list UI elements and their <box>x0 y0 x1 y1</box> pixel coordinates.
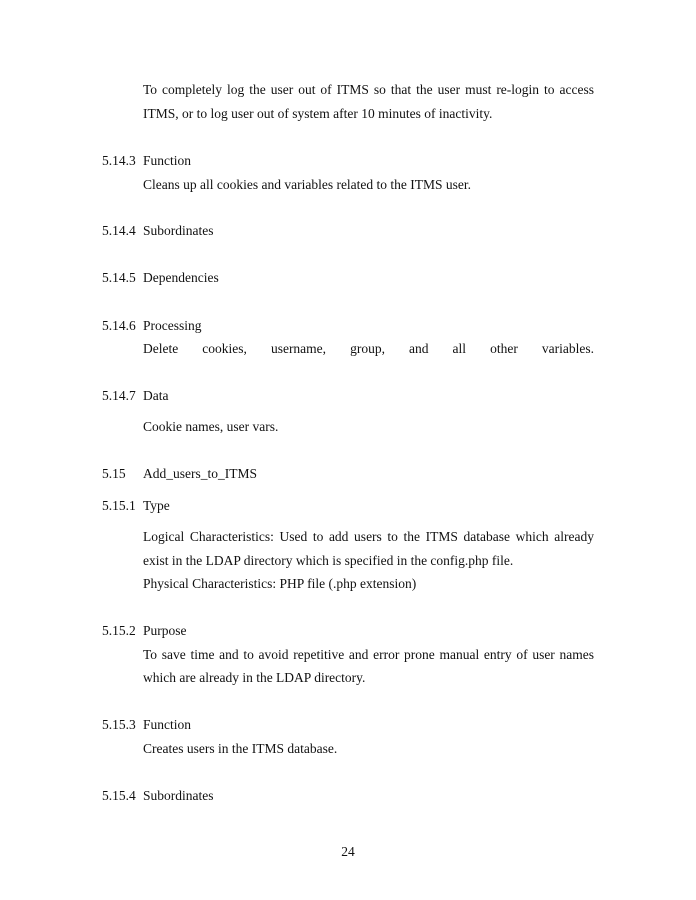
intro-paragraph-line-1: To completely log the user out of ITMS so that the user must re-login to access <box>143 82 594 97</box>
section-body-purpose-line-1: To save time and to avoid repetitive and error prone manual entry of user names <box>143 647 594 662</box>
section-number-5-14-3: 5.14.3 <box>102 153 136 168</box>
section-number-5-14-6: 5.14.6 <box>102 318 136 333</box>
section-body-function-2: Creates users in the ITMS database. <box>143 741 338 756</box>
section-number-5-15-3: 5.15.3 <box>102 717 136 732</box>
section-body-type-line-2: exist in the LDAP directory which is specified in the config.php file. <box>143 553 514 568</box>
section-title-dependencies: Dependencies <box>143 270 219 285</box>
section-title-add-users-to-itms: Add_users_to_ITMS <box>143 466 257 481</box>
section-title-purpose: Purpose <box>143 623 187 638</box>
section-title-subordinates-2: Subordinates <box>143 788 214 803</box>
intro-paragraph-line-2: ITMS, or to log user out of system after 10 minutes of inactivity. <box>143 106 493 121</box>
section-number-5-14-5: 5.14.5 <box>102 270 136 285</box>
section-title-function: Function <box>143 153 192 168</box>
section-title-type: Type <box>143 498 170 513</box>
section-title-processing: Processing <box>143 318 202 333</box>
section-body-purpose-line-2: which are already in the LDAP directory. <box>143 670 366 685</box>
section-body-processing: Delete cookies, username, group, and all other variables. <box>143 341 594 356</box>
section-body-data: Cookie names, user vars. <box>143 419 279 434</box>
section-number-5-15-4: 5.15.4 <box>102 788 136 803</box>
section-body-function: Cleans up all cookies and variables related to the ITMS user. <box>143 177 472 192</box>
section-body-type-line-1: Logical Characteristics: Used to add users to the ITMS database which already <box>143 529 594 544</box>
section-title-function-2: Function <box>143 717 192 732</box>
section-number-5-15-2: 5.15.2 <box>102 623 136 638</box>
section-number-5-14-4: 5.14.4 <box>102 223 136 238</box>
section-title-data: Data <box>143 388 169 403</box>
section-number-5-15: 5.15 <box>102 466 126 481</box>
section-number-5-14-7: 5.14.7 <box>102 388 136 403</box>
section-number-5-15-1: 5.15.1 <box>102 498 136 513</box>
section-body-type-line-3: Physical Characteristics: PHP file (.php extension) <box>143 576 417 591</box>
section-title-subordinates: Subordinates <box>143 223 214 238</box>
page-number: 24 <box>341 844 355 859</box>
